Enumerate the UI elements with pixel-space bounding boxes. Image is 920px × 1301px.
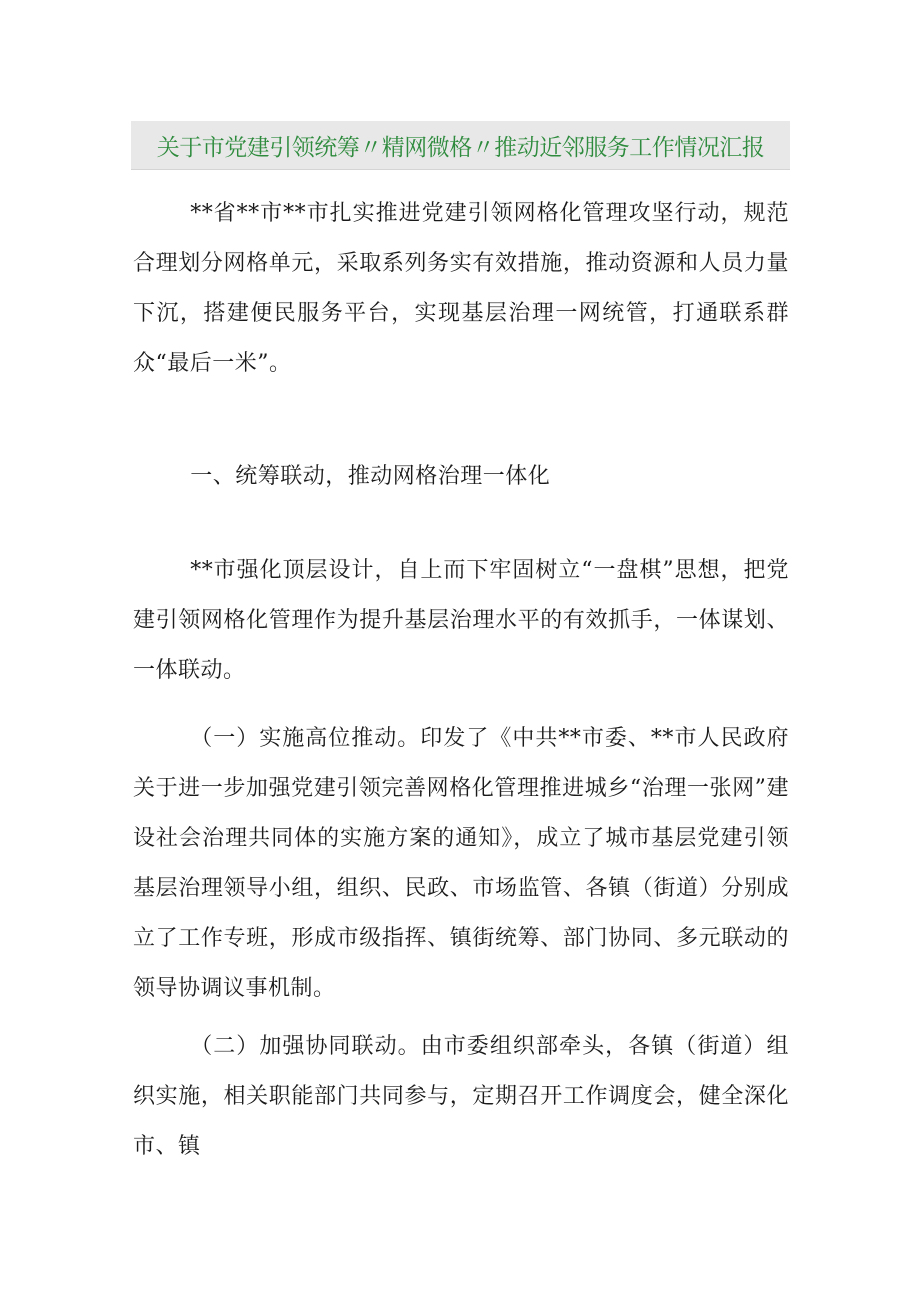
section-paragraph: **市强化顶层设计，自上而下牢固树立“一盘棋”思想，把党建引领网格化管理作为提升基层治理水平的有效抓手，一体谋划、一体联动。 xyxy=(133,558,789,683)
subsection-paragraph-2: （二）加强协同联动。由市委组织部牵头，各镇（街道）组织实施，相关职能部门共同参与，定期召开工作调度会，健全深化市、镇 xyxy=(133,1034,789,1159)
document-title: 关于市党建引领统筹〃精网微格〃推动近邻服务工作情况汇报 xyxy=(156,134,765,161)
intro-paragraph: **省**市**市扎实推进党建引领网格化管理攻坚行动，规范合理划分网格单元，采取系列务实有效措施，推动资源和人员力量下沉，搭建便民服务平台，实现基层治理一网统管，打通联系群众“最后一米”。 xyxy=(133,201,789,376)
subsection-paragraph-1: （一）实施高位推动。印发了《中共**市委、**市人民政府关于进一步加强党建引领完善网格化管理推进城乡“治理一张网”建设社会治理共同体的实施方案的通知》，成立了城市基层党建引领基层治理领导小组，组织、民政、市场监管、各镇（街道）分别成立了工作专班，形成市级指挥、镇街统筹、部门协同、多元联动的领导协调议事机制。 xyxy=(133,726,789,1001)
title-banner xyxy=(131,121,790,170)
section-heading: 一、统筹联动，推动网格治理一体化 xyxy=(190,464,551,489)
